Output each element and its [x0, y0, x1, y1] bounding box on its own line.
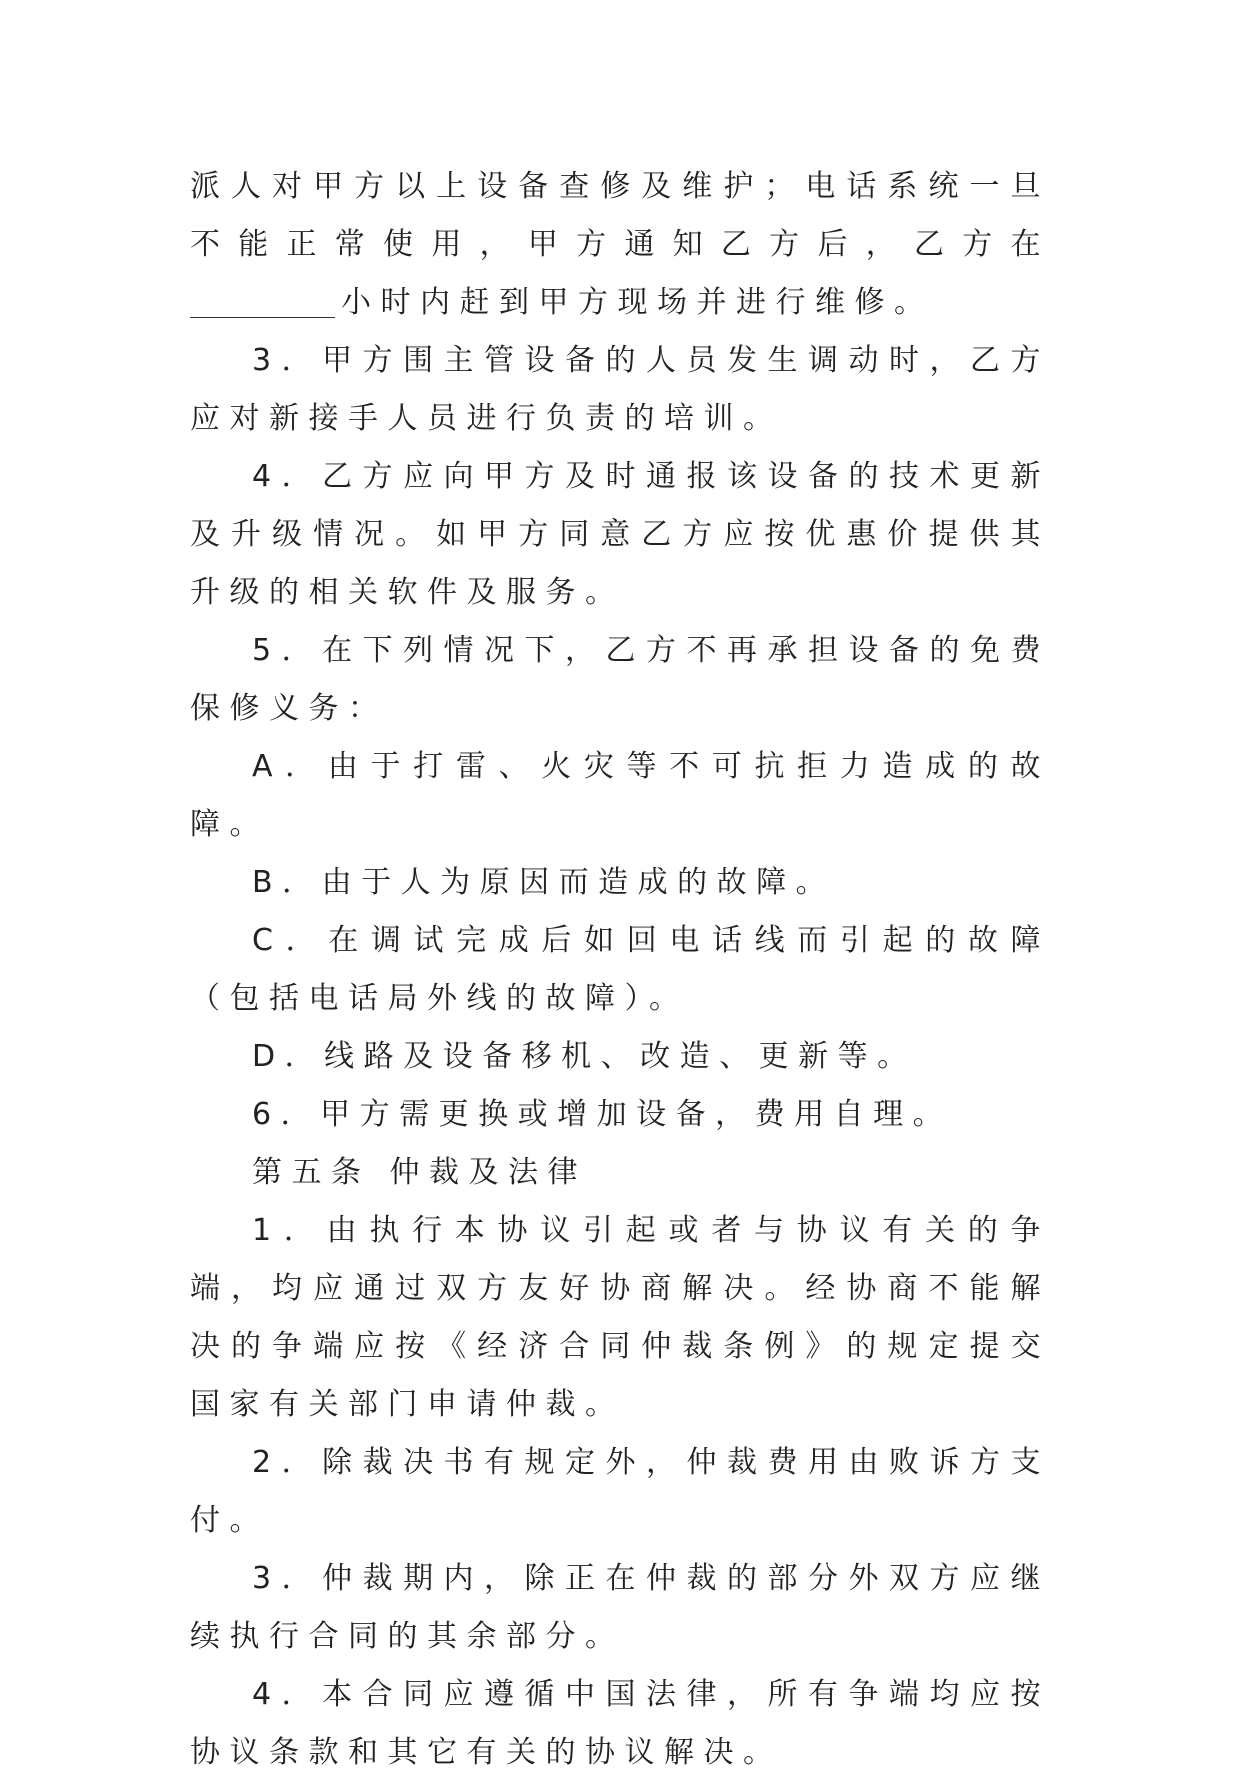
paragraph-arbitration-4: 4．本合同应遵循中国法律，所有争端均应按协议条款和其它有关的协议解决。	[190, 1677, 1050, 1770]
paragraph-item-5d: D．线路及设备移机、改造、更新等。	[252, 1039, 917, 1074]
document-page	[190, 158, 1050, 1782]
paragraph-arbitration-2: 2．除裁决书有规定外，仲裁费用由败诉方支付。	[190, 1445, 1050, 1538]
paragraph-arbitration-1: 1．由执行本协议引起或者与协议有关的争端，均应通过双方友好协商解决。经协商不能解决的争端应按《经济合同仲裁条例》的规定提交国家有关部门申请仲裁。	[190, 1213, 1050, 1422]
paragraph-service-intro	[190, 158, 1050, 332]
paragraph-item-4: 4．乙方应向甲方及时通报该设备的技术更新及升级情况。如甲方同意乙方应按优惠价提供其升级的相关软件及服务。	[190, 459, 1050, 610]
paragraph-item-5: 5．在下列情况下，乙方不再承担设备的免费保修义务：	[190, 633, 1050, 726]
paragraph-item-3: 3．甲方围主管设备的人员发生调动时，乙方应对新接手人员进行负责的培训。	[190, 343, 1050, 436]
article-5-heading: 第五条 仲裁及法律	[252, 1155, 588, 1190]
paragraph-item-5b: B．由于人为原因而造成的故障。	[252, 865, 836, 900]
paragraph-text-after-blank: 小时内赶到甲方现场并进行维修。	[341, 285, 934, 320]
paragraph-item-6: 6．甲方需更换或增加设备，费用自理。	[252, 1097, 953, 1132]
paragraph-arbitration-3: 3．仲裁期内，除正在仲裁的部分外双方应继续执行合同的其余部分。	[190, 1561, 1050, 1654]
paragraph-item-5c: C．在调试完成后如回电话线而引起的故障（包括电话局外线的故障）。	[190, 923, 1050, 1016]
paragraph-text-before-blank: 派人对甲方以上设备查修及维护；电话系统一旦不能正常使用，甲方通知乙方后，乙方在	[190, 169, 1050, 262]
paragraph-item-5a: A．由于打雷、火灾等不可抗拒力造成的故障。	[190, 749, 1050, 842]
fill-in-blank-hours	[190, 287, 335, 318]
